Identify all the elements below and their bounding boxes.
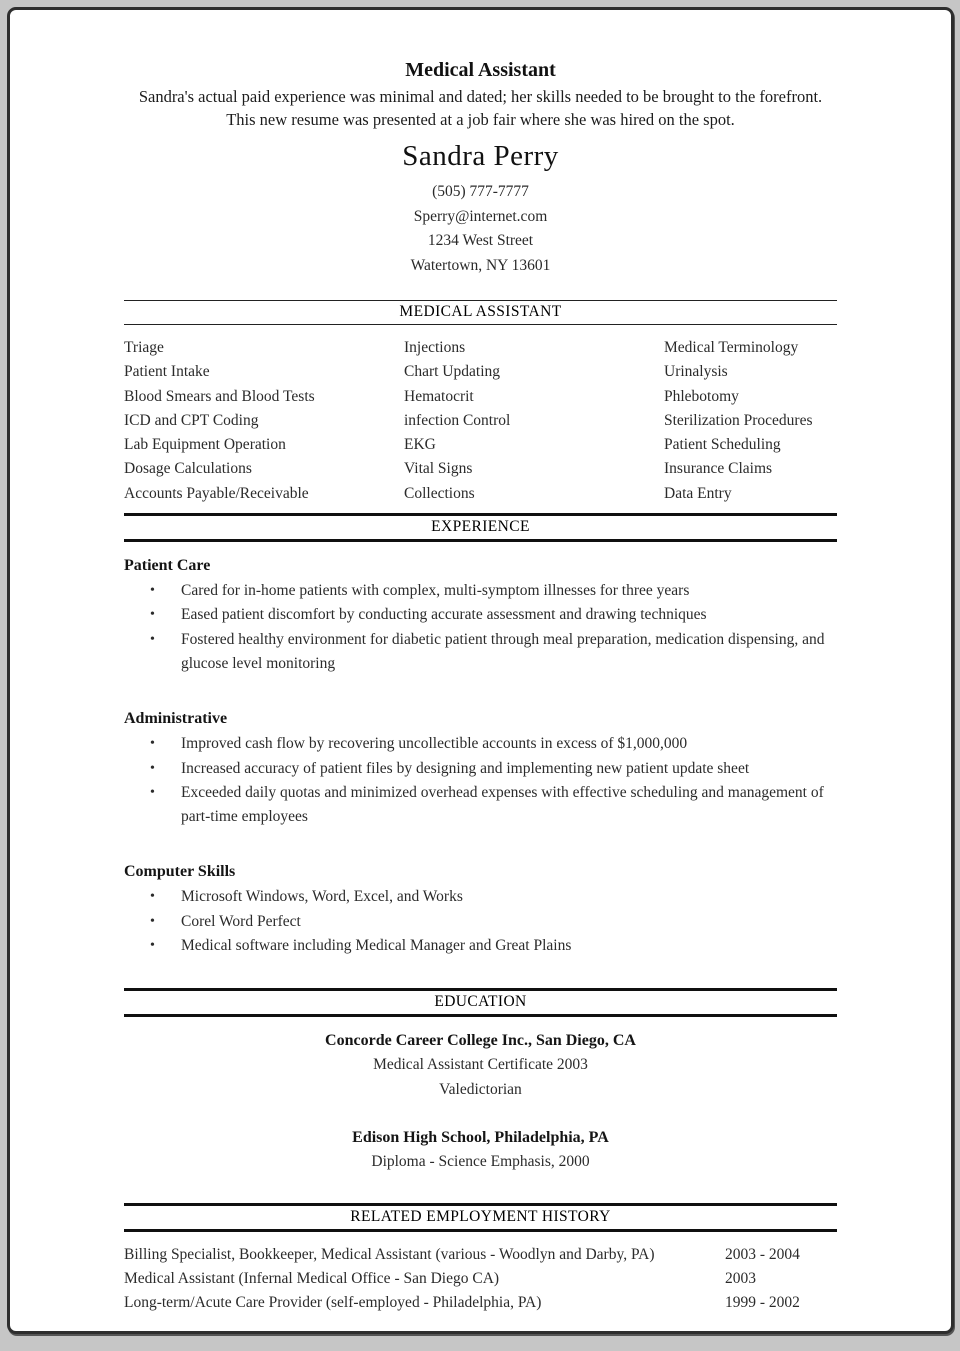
skill-item: infection Control [404,411,511,429]
skills-grid [124,325,837,513]
education-detail: Diploma - Science Emphasis, 2000 [371,1152,590,1170]
skill-item: Data Entry [664,484,732,502]
bullet-icon: • [150,913,155,929]
skills-column-2 [404,336,664,506]
bullet-text: Medical software including Medical Manager and Great Plains [181,937,572,955]
experience-bullet [124,781,831,830]
experience-bullet [124,603,831,627]
employment-section-heading: RELATED EMPLOYMENT HISTORY [350,1208,611,1226]
skill-item: EKG [404,436,436,454]
bullet-text: Corel Word Perfect [181,912,301,930]
skill-item: Dosage Calculations [124,460,252,478]
bullet-text: Eased patient discomfort by conducting accurate assessment and drawing techniques [181,606,707,624]
skill-item: Medical Terminology [664,339,799,356]
resume-content [10,10,951,1314]
bullet-icon: • [150,938,155,954]
skill-item: Accounts Payable/Receivable [124,484,309,502]
email-address: Sperry@internet.com [413,207,548,225]
divider [124,539,837,542]
resume-header [124,57,837,278]
skills-column-1 [124,336,404,506]
employment-dates: 2003 - 2004 [725,1246,800,1264]
employment-position: Medical Assistant (Infernal Medical Office - San Diego CA) [124,1269,500,1287]
candidate-name: Sandra Perry [402,140,559,172]
address-street: 1234 West Street [427,232,534,249]
skill-item: Vital Signs [404,460,473,478]
bullet-text: Improved cash flow by recovering uncollectible accounts in excess of $1,000,000 [181,735,688,753]
experience-bullet [124,910,831,934]
education-section-heading: EDUCATION [434,993,527,1011]
education-school: Concorde Career College Inc., San Diego, CA [325,1032,636,1050]
skill-item: Patient Scheduling [664,436,781,454]
education-school: Edison High School, Philadelphia, PA [352,1128,609,1146]
employment-position: Billing Specialist, Bookkeeper, Medical Assistant (various - Woodlyn and Darby, PA) [124,1246,655,1264]
education-detail: Medical Assistant Certificate 2003 [373,1056,588,1074]
experience-bullet [124,628,831,677]
education-entries [124,1017,837,1174]
bullet-icon: • [150,631,155,647]
skill-item: Patient Intake [124,363,210,381]
contact-block [124,180,837,278]
skills-column-3 [664,336,837,506]
skill-item: Urinalysis [664,363,728,381]
skill-item: Collections [404,484,475,502]
experience-section [124,513,837,958]
education-entry [124,1029,837,1102]
bullet-icon: • [150,760,155,776]
experience-group-title: Patient Care [124,557,211,575]
bullet-text: Cared for in-home patients with complex, multi-symptom illnesses for three years [181,582,690,600]
experience-section-heading: EXPERIENCE [431,518,530,536]
skill-item: Insurance Claims [664,460,773,478]
skills-section [124,300,837,513]
employment-row [124,1243,837,1267]
bullet-icon: • [150,583,155,599]
education-detail: Valedictorian [439,1080,522,1098]
experience-group-title: Computer Skills [124,863,236,881]
skill-item: Blood Smears and Blood Tests [124,387,315,405]
bullet-text: Fostered healthy environment for diabetic patient through meal preparation, medication dispensing, and glucose level monitoring [181,630,825,672]
skill-item: Lab Equipment Operation [124,436,286,454]
experience-bullet-list [124,579,831,676]
bullet-text: Microsoft Windows, Word, Excel, and Works [181,888,463,906]
annotation-text: Sandra's actual paid experience was minimal and dated; her skills needed to be brought to the forefront. This new resume was presented at a job fair where she was hired on the spot. [138,87,823,129]
bullet-text: Increased accuracy of patient files by designing and implementing new patient update sheet [181,759,750,777]
education-entry [124,1126,837,1174]
skill-item: ICD and CPT Coding [124,411,259,429]
employment-row [124,1267,837,1291]
skill-item: Chart Updating [404,363,500,381]
bullet-text: Exceeded daily quotas and minimized overhead expenses with effective scheduling and management of part-time employees [181,783,824,826]
experience-bullet [124,885,831,909]
bullet-icon: • [150,784,155,800]
experience-group-title: Administrative [124,710,228,728]
address-city: Watertown, NY 13601 [410,256,551,274]
experience-bullet-list [124,885,831,958]
experience-bullet-list [124,732,831,829]
employment-position: Long-term/Acute Care Provider (self-employed - Philadelphia, PA) [124,1293,542,1311]
resume-page [7,7,954,1334]
skill-item: Injections [404,339,466,356]
phone-number: (505) 777-7777 [432,183,529,200]
employment-dates: 1999 - 2002 [725,1293,800,1311]
employment-rows [124,1232,837,1314]
skills-section-heading: MEDICAL ASSISTANT [399,303,562,320]
bullet-icon: • [150,889,155,905]
education-section [124,988,837,1174]
bullet-icon: • [150,607,155,623]
employment-dates: 2003 [725,1269,756,1287]
experience-bullet [124,934,831,958]
skill-item: Hematocrit [404,387,474,405]
employment-section [124,1203,837,1314]
skill-item: Sterilization Procedures [664,411,813,429]
skill-item: Phlebotomy [664,387,739,405]
employment-row [124,1291,837,1315]
experience-bullet [124,732,831,756]
skill-item: Triage [124,339,164,356]
annotation-title: Medical Assistant [405,59,556,81]
bullet-icon: • [150,736,155,752]
experience-bullet [124,579,831,603]
experience-bullet [124,757,831,781]
